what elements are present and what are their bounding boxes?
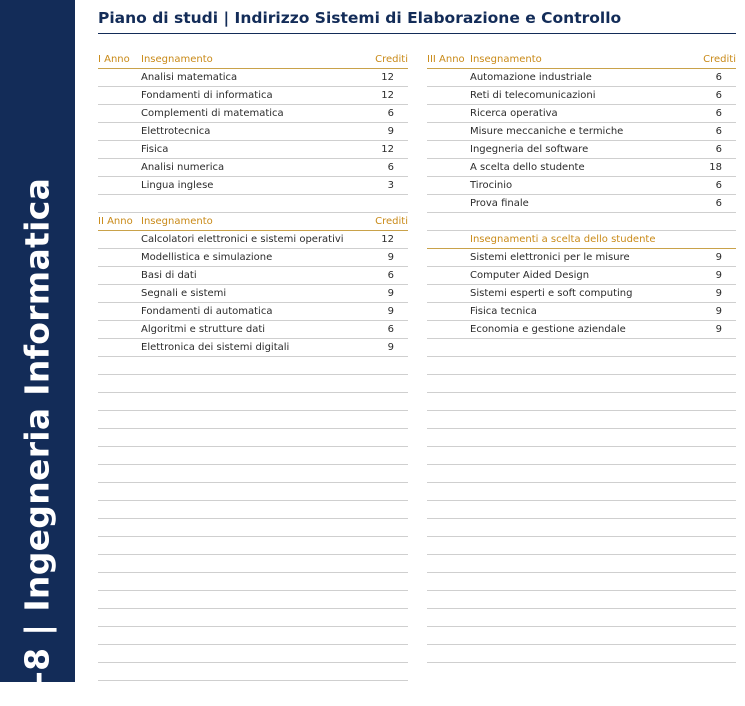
right-column <box>427 51 736 663</box>
course-name: Prova finale <box>470 198 529 209</box>
empty-line <box>98 357 408 375</box>
empty-line <box>427 645 736 663</box>
year3-header <box>427 51 736 69</box>
blank-row <box>427 213 736 231</box>
empty-line <box>427 411 736 429</box>
course-name: Automazione industriale <box>470 72 592 83</box>
empty-line <box>98 411 408 429</box>
blank-row <box>98 195 408 213</box>
course-credits: 6 <box>387 270 394 281</box>
empty-line <box>427 429 736 447</box>
course-credits: 9 <box>387 252 394 263</box>
table-row <box>427 267 736 285</box>
course-credits: 9 <box>387 342 394 353</box>
year-label: II Anno <box>98 216 133 227</box>
course-credits: 3 <box>387 180 394 191</box>
title-divider <box>98 33 736 34</box>
sidebar-title: L-8 | Ingegneria Informatica <box>17 177 57 706</box>
table-row <box>427 123 736 141</box>
empty-line <box>427 357 736 375</box>
electives-title: Insegnamenti a scelta dello studente <box>470 234 656 245</box>
year2-header <box>98 213 408 231</box>
table-row <box>98 267 408 285</box>
empty-line <box>427 375 736 393</box>
empty-line <box>427 555 736 573</box>
table-row <box>98 177 408 195</box>
credits-column-header: Crediti <box>375 216 408 227</box>
course-credits: 12 <box>381 72 394 83</box>
course-credits: 6 <box>715 144 722 155</box>
course-name: Elettrotecnica <box>141 126 211 137</box>
course-column-header: Insegnamento <box>141 216 213 227</box>
year-label: I Anno <box>98 54 130 65</box>
course-credits: 9 <box>387 126 394 137</box>
empty-line <box>98 447 408 465</box>
course-name: Economia e gestione aziendale <box>470 324 626 335</box>
empty-line <box>427 573 736 591</box>
course-name: Ingegneria del software <box>470 144 589 155</box>
empty-line <box>427 591 736 609</box>
course-credits: 6 <box>715 198 722 209</box>
empty-line <box>98 645 408 663</box>
course-credits: 9 <box>715 306 722 317</box>
table-row <box>98 285 408 303</box>
course-credits: 6 <box>715 180 722 191</box>
empty-lines <box>98 357 408 681</box>
empty-line <box>427 447 736 465</box>
empty-line <box>98 573 408 591</box>
empty-line <box>98 537 408 555</box>
course-name: Complementi di matematica <box>141 108 284 119</box>
course-name: Elettronica dei sistemi digitali <box>141 342 290 353</box>
course-name: Modellistica e simulazione <box>141 252 273 263</box>
course-credits: 12 <box>381 90 394 101</box>
course-credits: 9 <box>715 270 722 281</box>
page-title: Piano di studi | Indirizzo Sistemi di Elaborazione e Controllo <box>98 9 622 27</box>
course-name: Reti di telecomunicazioni <box>470 90 596 101</box>
table-row <box>427 177 736 195</box>
credits-column-header: Crediti <box>375 54 408 65</box>
empty-line <box>427 465 736 483</box>
empty-line <box>98 519 408 537</box>
course-name: Analisi numerica <box>141 162 225 173</box>
course-credits: 9 <box>387 306 394 317</box>
table-row <box>98 339 408 357</box>
course-name: Fondamenti di automatica <box>141 306 273 317</box>
course-name: A scelta dello studente <box>470 162 585 173</box>
course-column-header: Insegnamento <box>470 54 542 65</box>
empty-line <box>427 537 736 555</box>
sidebar <box>0 0 75 706</box>
table-row <box>427 105 736 123</box>
empty-line <box>98 591 408 609</box>
course-name: Analisi matematica <box>141 72 238 83</box>
course-credits: 12 <box>381 234 394 245</box>
table-row <box>98 105 408 123</box>
empty-line <box>98 429 408 447</box>
empty-line <box>98 393 408 411</box>
year-label: III Anno <box>427 54 465 65</box>
course-name: Fisica tecnica <box>470 306 537 317</box>
table-row <box>427 87 736 105</box>
course-credits: 6 <box>387 324 394 335</box>
table-row <box>98 303 408 321</box>
table-row <box>427 285 736 303</box>
course-name: Tirocinio <box>470 180 513 191</box>
course-credits: 6 <box>715 90 722 101</box>
empty-line <box>98 627 408 645</box>
table-row <box>98 321 408 339</box>
table-row <box>98 69 408 87</box>
course-name: Fisica <box>141 144 169 155</box>
course-name: Calcolatori elettronici e sistemi operativi <box>141 234 344 245</box>
course-name: Segnali e sistemi <box>141 288 227 299</box>
table-row <box>98 123 408 141</box>
course-name: Basi di dati <box>141 270 197 281</box>
course-name: Ricerca operativa <box>470 108 558 119</box>
course-credits: 9 <box>715 324 722 335</box>
empty-line <box>427 393 736 411</box>
table-row <box>98 159 408 177</box>
course-name: Algoritmi e strutture dati <box>141 324 266 335</box>
table-row <box>427 159 736 177</box>
table-row <box>98 231 408 249</box>
empty-line <box>427 609 736 627</box>
course-name: Misure meccaniche e termiche <box>470 126 624 137</box>
course-credits: 9 <box>715 252 722 263</box>
course-credits: 18 <box>709 162 722 173</box>
course-credits: 12 <box>381 144 394 155</box>
course-name: Computer Aided Design <box>470 270 590 281</box>
table-row <box>98 87 408 105</box>
table-row <box>427 195 736 213</box>
course-credits: 6 <box>715 108 722 119</box>
table-row <box>98 249 408 267</box>
table-row <box>98 141 408 159</box>
empty-line <box>98 663 408 681</box>
course-name: Fondamenti di informatica <box>141 90 273 101</box>
year1-header <box>98 51 408 69</box>
empty-line <box>98 609 408 627</box>
empty-line <box>98 465 408 483</box>
course-credits: 6 <box>387 162 394 173</box>
course-column-header: Insegnamento <box>141 54 213 65</box>
empty-line <box>427 339 736 357</box>
empty-line <box>98 483 408 501</box>
table-row <box>427 303 736 321</box>
left-column <box>98 51 408 681</box>
empty-line <box>427 483 736 501</box>
course-name: Sistemi elettronici per le misure <box>470 252 630 263</box>
empty-line <box>98 375 408 393</box>
course-name: Sistemi esperti e soft computing <box>470 288 633 299</box>
course-credits: 6 <box>715 126 722 137</box>
empty-line <box>427 519 736 537</box>
table-row <box>427 141 736 159</box>
course-credits: 6 <box>715 72 722 83</box>
empty-line <box>98 555 408 573</box>
empty-line <box>427 501 736 519</box>
table-row <box>427 69 736 87</box>
course-name: Lingua inglese <box>141 180 214 191</box>
table-row <box>427 321 736 339</box>
course-credits: 6 <box>387 108 394 119</box>
credits-column-header: Crediti <box>703 54 736 65</box>
empty-lines <box>427 339 736 663</box>
course-credits: 9 <box>387 288 394 299</box>
empty-line <box>427 627 736 645</box>
table-row <box>427 249 736 267</box>
course-credits: 9 <box>715 288 722 299</box>
electives-header <box>427 231 736 249</box>
empty-line <box>98 501 408 519</box>
